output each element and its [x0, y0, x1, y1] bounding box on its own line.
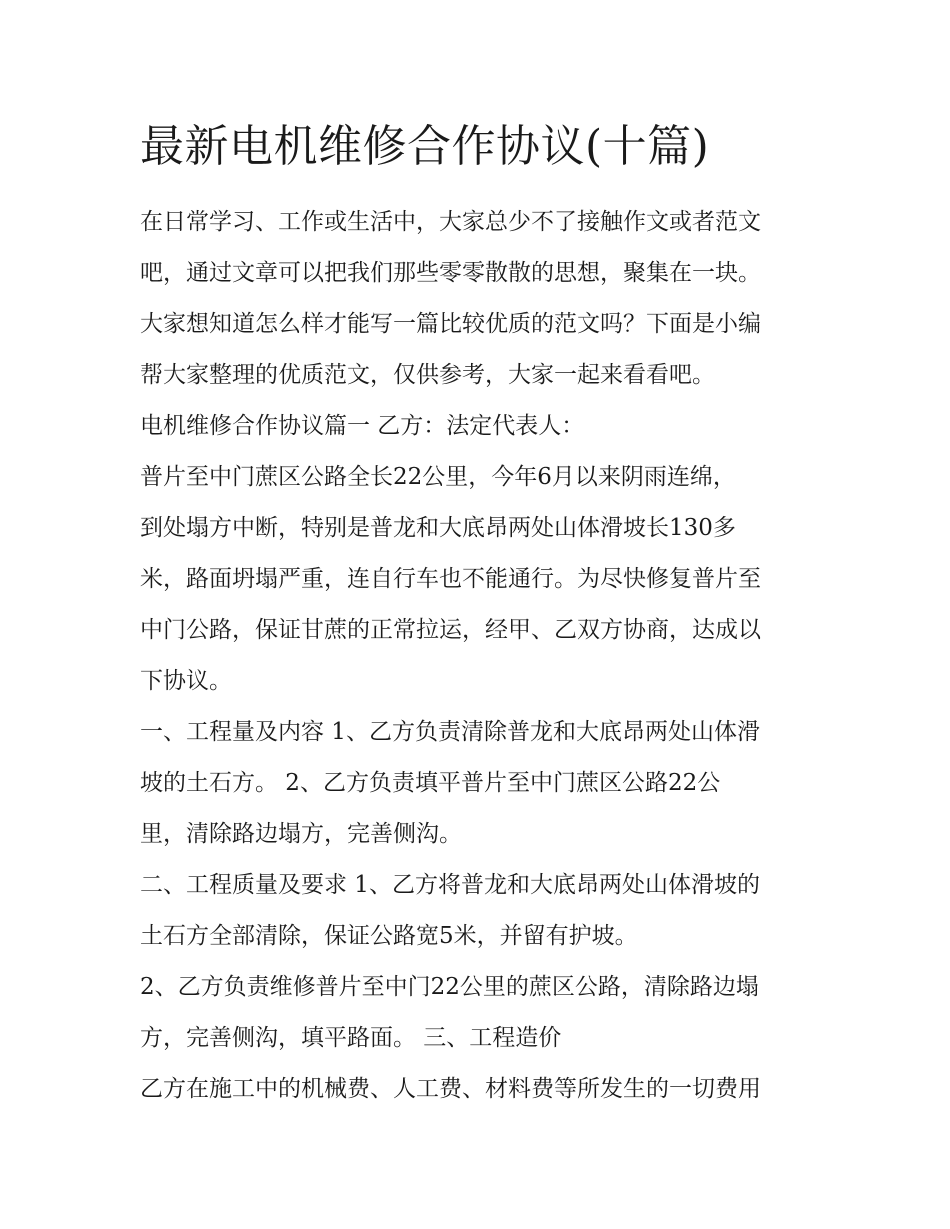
paragraph-line: 在日常学习、工作或生活中，大家总少不了接触作文或者范文 — [140, 209, 761, 235]
paragraph-line: 乙方在施工中的机械费、人工费、材料费等所发生的一切费用 — [140, 1076, 761, 1102]
document-title: 最新电机维修合作协议(十篇) — [140, 121, 710, 172]
paragraph-line: 大家想知道怎么样才能写一篇比较优质的范文吗？下面是小编 — [140, 311, 761, 337]
paragraph-line: 二、工程质量及要求 1、乙方将普龙和大底昂两处山体滑坡的 — [140, 872, 760, 898]
paragraph-line: 米，路面坍塌严重，连自行车也不能通行。为尽快修复普片至 — [140, 566, 761, 592]
paragraph-line: 普片至中门蔗区公路全长22公里，今年6月以来阴雨连绵， — [140, 464, 736, 490]
paragraph-line: 里，清除路边塌方，完善侧沟。 — [140, 821, 462, 847]
paragraph-line: 到处塌方中断，特别是普龙和大底昂两处山体滑坡长130多 — [140, 515, 736, 541]
paragraph-line: 坡的土石方。 2、乙方负责填平普片至中门蔗区公路22公 — [140, 770, 721, 796]
paragraph-line: 下协议。 — [140, 668, 232, 694]
section-heading: 电机维修合作协议篇一 乙方：法定代表人： — [140, 413, 585, 439]
paragraph-line: 吧，通过文章可以把我们那些零零散散的思想，聚集在一块。 — [140, 260, 761, 286]
paragraph-line: 一、工程量及内容 1、乙方负责清除普龙和大底昂两处山体滑 — [140, 719, 760, 745]
paragraph-line: 方，完善侧沟，填平路面。 三、工程造价 — [140, 1025, 562, 1051]
paragraph-line: 帮大家整理的优质范文，仅供参考，大家一起来看看吧。 — [140, 362, 715, 388]
paragraph-line: 中门公路，保证甘蔗的正常拉运，经甲、乙双方协商，达成以 — [140, 617, 761, 643]
paragraph-line: 2、乙方负责维修普片至中门22公里的蔗区公路，清除路边塌 — [140, 974, 759, 1000]
paragraph-line: 土石方全部清除，保证公路宽5米，并留有护坡。 — [140, 923, 638, 949]
